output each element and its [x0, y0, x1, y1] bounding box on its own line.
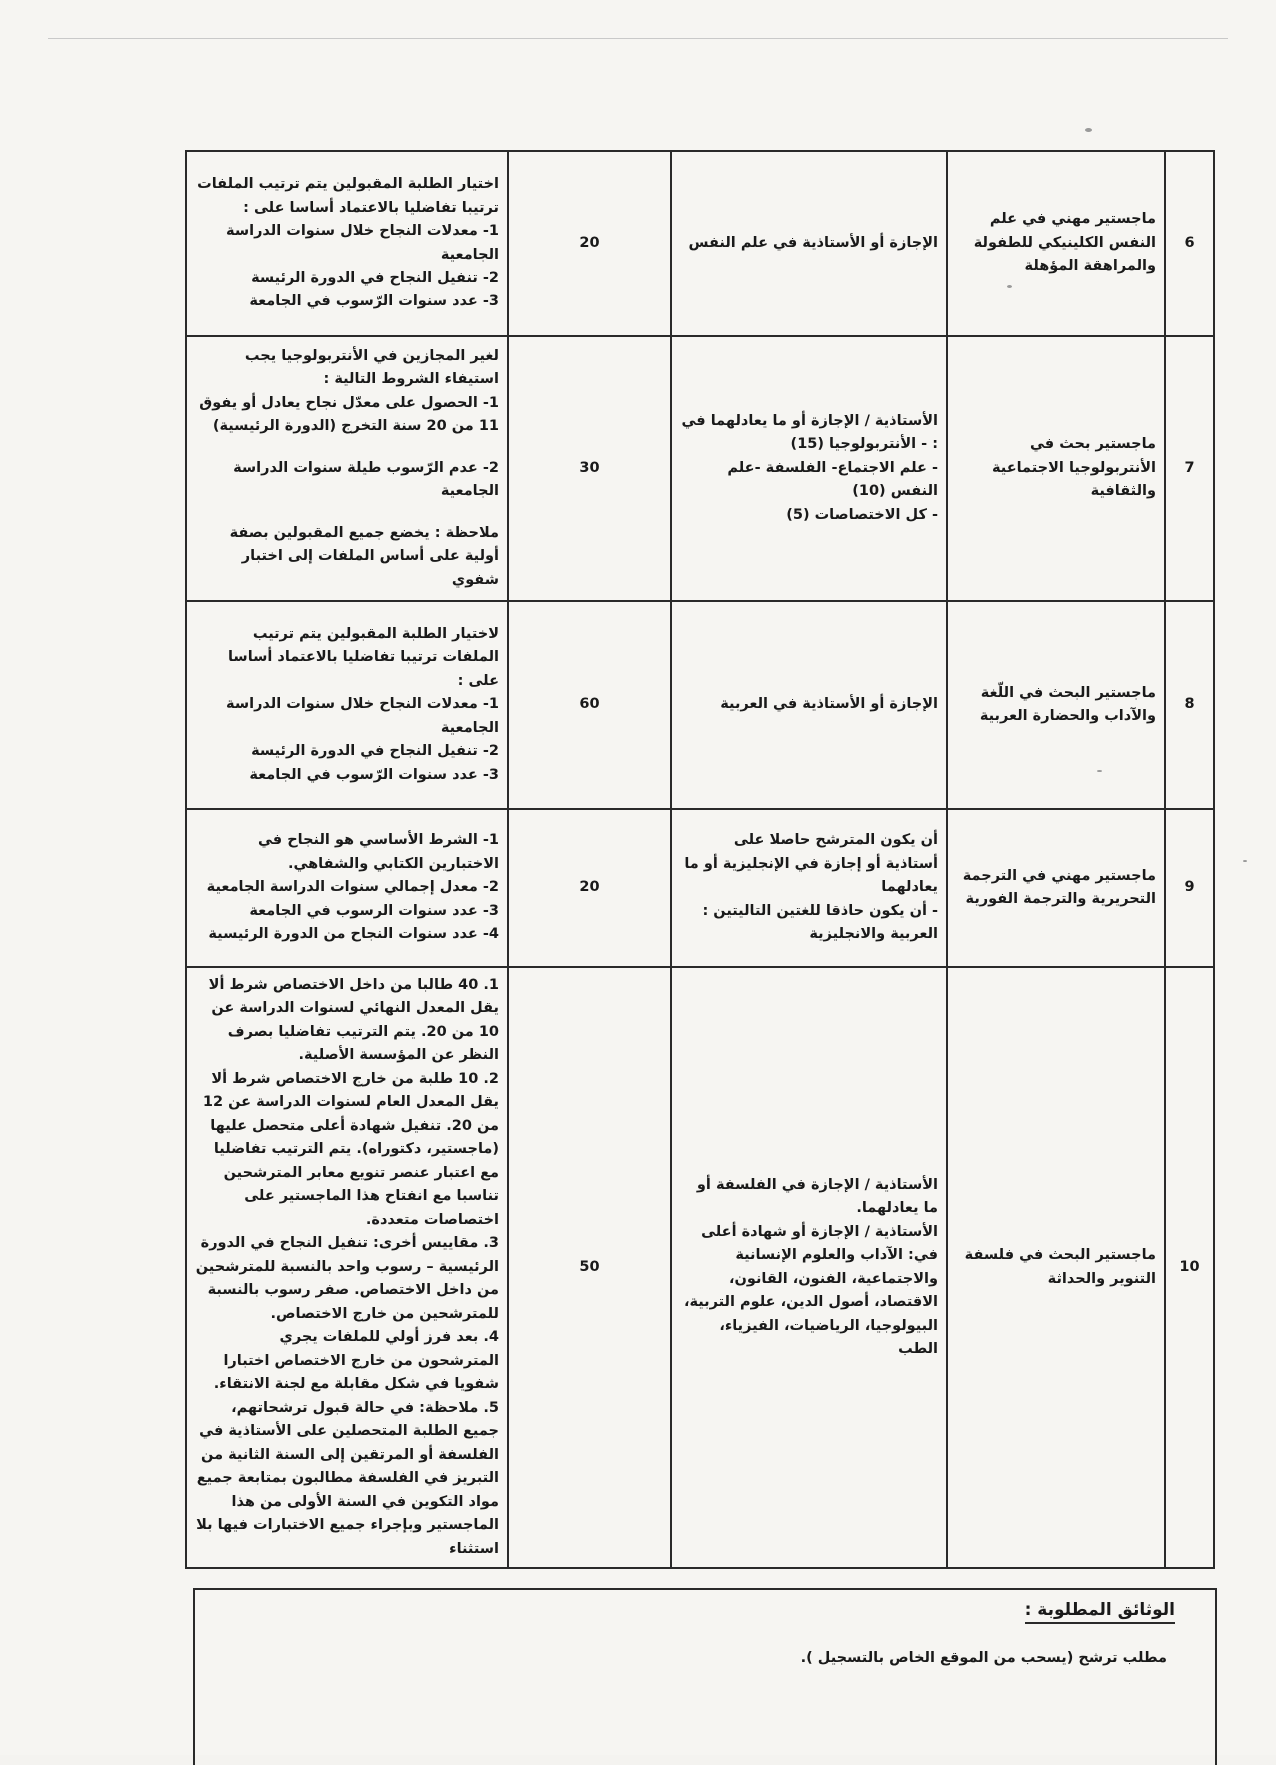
criteria-line: 2- معدل إجمالي سنوات الدراسة الجامعية	[206, 879, 499, 896]
table-row	[186, 967, 1214, 1568]
required-document-item: مطلب ترشح (يسحب من الموقع الخاص بالتسجيل ).	[800, 1650, 1167, 1666]
required-documents-title: الوثائق المطلوبة :	[1025, 1600, 1175, 1624]
selection-criteria	[186, 336, 508, 601]
criteria-line: ملاحظة : يخضع جميع المقبولين بصفة أولية على أساس الملفات إلى اختبار شفوي	[229, 524, 499, 588]
table-row	[186, 151, 1214, 336]
row-number: 7	[1165, 336, 1214, 601]
selection-criteria	[186, 151, 508, 336]
scan-speck	[1243, 860, 1247, 862]
table-row	[186, 601, 1214, 809]
selection-criteria	[186, 967, 508, 1568]
criteria-line: 1- معدلات النجاح خلال سنوات الدراسة الجامعية	[226, 696, 499, 736]
condition-line: - علم الاجتماع- الفلسفة -علم النفس (10)	[727, 459, 938, 500]
seats-count: 60	[508, 601, 671, 809]
criteria-line: 3. مقاييس أخرى: تنفيل النجاح في الدورة الرئيسية – رسوب واحد بالنسبة للمترشحين من داخل الاختصاص. صفر رسوب بالنسبة للمترشحين من خارج الاختصاص.	[195, 1235, 499, 1322]
criteria-line: 2. 10 طلبة من خارج الاختصاص شرط ألا يقل المعدل العام لسنوات الدراسة عن 12 من 20. تنفيل شهادة أعلى متحصل عليها (ماجستير، دكتوراه). يتم الترتيب تفاضليا مع اعتبار عنصر تنويع معابر المترشحين تناسبا مع انفتاح هذا الماجستير على اختصاصات متعددة.	[202, 1070, 499, 1228]
criteria-gap	[195, 439, 499, 457]
criteria-gap	[195, 504, 499, 522]
selection-criteria	[186, 601, 508, 809]
admission-conditions	[671, 601, 947, 809]
seats-count: 20	[508, 151, 671, 336]
required-documents-box	[193, 1588, 1217, 1765]
row-number: 10	[1165, 967, 1214, 1568]
criteria-line: 1. 40 طالبا من داخل الاختصاص شرط ألا يقل المعدل النهائي لسنوات الدراسة عن 10 من 20. يتم الترتيب تفاضليا بصرف النظر عن المؤسسة الأصلية.	[208, 977, 499, 1064]
condition-line: - كل الاختصاصات (5)	[786, 506, 938, 523]
criteria-line: 3- عدد سنوات الرّسوب في الجامعة	[249, 293, 499, 310]
criteria-line: 2- عدم الرّسوب طيلة سنوات الدراسة الجامعية	[233, 459, 499, 500]
condition-line: الأستاذية / الإجازة أو ما يعادلهما في : - الأنتربولوجيا (15)	[681, 412, 938, 453]
row-number: 6	[1165, 151, 1214, 336]
condition-line: الأستاذية / الإجازة في الفلسفة أو ما يعادلهما.	[696, 1176, 938, 1217]
table-row	[186, 809, 1214, 967]
top-divider	[48, 38, 1228, 39]
seats-count: 30	[508, 336, 671, 601]
program-name: ماجستير البحث في فلسفة التنوير والحداثة	[947, 967, 1165, 1568]
program-name: ماجستير مهني في علم النفس الكلينيكي للطفولة والمراهقة المؤهلة	[947, 151, 1165, 336]
admission-conditions	[671, 809, 947, 967]
criteria-line: 1- معدلات النجاح خلال سنوات الدراسة الجامعية	[226, 223, 499, 263]
criteria-line: 1- الحصول على معدّل نجاح يعادل أو يفوق 11 من 20 سنة التخرج (الدورة الرئيسية)	[199, 394, 499, 435]
row-number: 9	[1165, 809, 1214, 967]
program-name: ماجستير مهني في الترجمة التحريرية والترجمة الفورية	[947, 809, 1165, 967]
admission-conditions	[671, 967, 947, 1568]
criteria-line: لاختيار الطلبة المقبولين يتم ترتيب الملفات ترتيبا تفاضليا بالاعتماد أساسا على :	[227, 625, 499, 689]
program-name: ماجستير البحث في اللّغة والآداب والحضارة العربية	[947, 601, 1165, 809]
seats-count: 50	[508, 967, 671, 1568]
criteria-line: 2- تنفيل النجاح في الدورة الرئيسة	[251, 743, 499, 760]
scan-speck	[1085, 128, 1092, 132]
program-name: ماجستير بحث في الأنتربولوجيا الاجتماعية والثقافية	[947, 336, 1165, 601]
admission-conditions	[671, 151, 947, 336]
criteria-line: 4- عدد سنوات النجاح من الدورة الرئيسية	[208, 926, 499, 943]
criteria-line: لغير المجازين في الأنتربولوجيا يجب استيفاء الشروط التالية :	[244, 347, 499, 388]
selection-criteria	[186, 809, 508, 967]
criteria-line: 2- تنفيل النجاح في الدورة الرئيسة	[251, 269, 499, 286]
criteria-line: اختيار الطلبة المقبولين يتم ترتيب الملفات ترتيبا تفاضليا بالاعتماد أساسا على :	[197, 176, 499, 216]
condition-line: الإجازة أو الأستاذية في العربية	[720, 696, 938, 713]
criteria-line: 4. بعد فرز أولي للملفات يجري المترشحون من خارج الاختصاص اختبارا شفويا في شكل مقابلة مع لجنة الانتقاء.	[213, 1329, 499, 1393]
table-row	[186, 336, 1214, 601]
seats-count: 20	[508, 809, 671, 967]
condition-line: أن يكون المترشح حاصلا على أستاذية أو إجازة في الإنجليزية أو ما يعادلهما	[684, 832, 938, 896]
programs-table	[185, 150, 1215, 1569]
criteria-line: 3- عدد سنوات الرّسوب في الجامعة	[249, 766, 499, 783]
condition-line: - أن يكون حاذقا للغتين التاليتين : العربية والانجليزية	[702, 902, 938, 943]
condition-line: الإجازة أو الأستاذية في علم النفس	[688, 234, 938, 251]
criteria-line: 1- الشرط الأساسي هو النجاح في الاختبارين الكتابي والشفاهي.	[258, 832, 499, 872]
row-number: 8	[1165, 601, 1214, 809]
criteria-line: 3- عدد سنوات الرسوب في الجامعة	[249, 902, 499, 919]
criteria-line: 5. ملاحظة: في حالة قبول ترشحاتهم، جميع الطلبة المتحصلين على الأستاذية في الفلسفة أو المرتقين إلى السنة الثانية من التبريز في الفلسفة مطالبون بمتابعة جميع مواد التكوين في السنة الأولى من هذا الماجستير وبإجراء جميع الاختبارات فيها بلا استثناء	[196, 1399, 499, 1557]
condition-line: الأستاذية / الإجازة أو شهادة أعلى في: الآداب والعلوم الإنسانية والاجتماعية، الفنون، القانون، الاقتصاد، أصول الدين، علوم التربية، البيولوجيا، الرياضيات، الفيزياء، الطب	[683, 1223, 938, 1357]
admission-conditions	[671, 336, 947, 601]
